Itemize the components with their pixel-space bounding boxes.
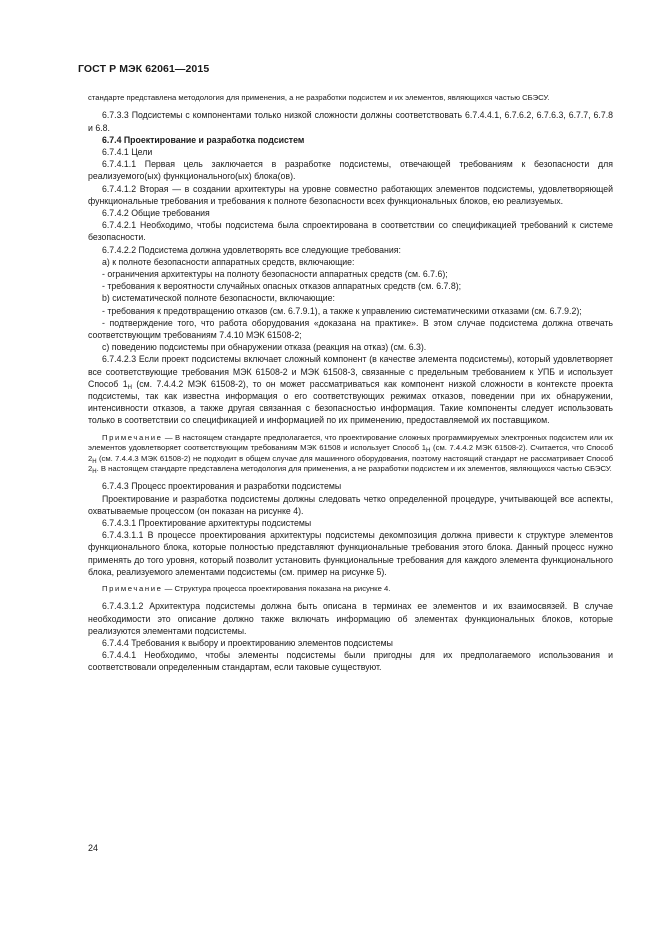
clause-6-7-4-3-1-2: 6.7.4.3.1.2 Архитектура подсистемы должна быть описана в терминах ее элементов и их взаимосвязей. В случае необходимости это описание должно также включать информацию об элементах функциональных блоков, которые реализуются элементами подсистемы. (88, 601, 613, 636)
document-header: ГОСТ Р МЭК 62061—2015 (78, 63, 210, 75)
note-1-text-d: . В настоящем стандарте представлена методология для применения, а не разработки подсистем и их элементов, являющихся частью СБЭСУ. (96, 463, 612, 473)
note-continuation: стандарте представлена методология для применения, а не разработки подсистем и их элементов, являющихся частью СБЭСУ. (88, 93, 550, 102)
note-1-text-c: (см. 7.4.4.3 МЭК 61508-2) не подходит в общем случае для машинного оборудования, поэтому настоящий стандарт не рассматривает Способ 2 (88, 453, 613, 473)
note-1-subscript-3: Н (92, 468, 97, 475)
clause-6-7-4-3-1-1: 6.7.4.3.1.1 В процессе проектирования архитектуры подсистемы декомпозиция должна привести к структуре элементов функционального блока, которые полностью представляют функциональные требования этого блока. Данный процесс нужно применять до того уровня, который позволит установить функциональные требования для каждого элемента функционального блока, реализуемого элементами подсистемы (см. пример на рисунке 5). (88, 530, 613, 577)
clause-6-7-4-1-1: 6.7.4.1.1 Первая цель заключается в разработке подсистемы, отвечающей требованиям к безопасности для реализуемого(ых) функционального(ых) блока(ов). (88, 159, 613, 182)
list-subitem-a2: - требования к вероятности случайных опасных отказов аппаратных средств (см. 6.7.8); (102, 281, 462, 292)
list-subitem-b2: - подтверждение того, что работа оборудования «доказана на практике». В этом случае подсистема должна отвечать соответствующим требованиям 7.4.10 МЭК 61508-2; (88, 317, 613, 341)
clause-6-7-4-3-intro: Проектирование и разработка подсистемы должны следовать четко определенной процедуре, учитывающей все аспекты, охватываемые процессом (он показан на рисунке 4). (88, 493, 613, 516)
note-2-text: — Структура процесса проектирования показана на рисунке 4. (162, 583, 391, 593)
clause-6-7-4-2-1: 6.7.4.2.1 Необходимо, чтобы подсистема была спроектирована в соответствии со спецификацией требований к системе безопасности. (88, 220, 613, 243)
note-1-subscript-1: Н (426, 448, 431, 455)
page-number: 24 (88, 843, 99, 853)
clause-6-7-4-1-2: 6.7.4.1.2 Вторая — в создании архитектуры на уровне совместно работающих элементов подсистемы, удовлетворяющей функциональные требования и требования к полноте безопасности всех функциональных блоков, ею реализуемых. (88, 183, 613, 206)
note-1-text-b: (см. 7.4.4.2 МЭК 61508-2). Считается, что Способ 2 (88, 443, 613, 463)
note-1-subscript-2: Н (92, 458, 97, 465)
page-body (88, 93, 613, 674)
note-1 (88, 433, 613, 475)
list-item-b: b) систематической полноте безопасности, включающие: (102, 293, 335, 304)
clause-6-7-4-2-2: 6.7.4.2.2 Подсистема должна удовлетворять все следующие требования: (102, 244, 401, 255)
heading-6-7-4-3: 6.7.4.3 Процесс проектирования и разработки подсистемы (102, 481, 342, 492)
subscript-h: Н (127, 384, 132, 391)
list-subitem-a1: - ограничения архитектуры на полноту безопасности аппаратных средств (см. 6.7.6); (102, 269, 448, 280)
heading-6-7-4-4: 6.7.4.4 Требования к выбору и проектированию элементов подсистемы (102, 637, 393, 648)
clause-6-7-3-3: 6.7.3.3 Подсистемы с компонентами только низкой сложности должны соответствовать 6.7.4.4.1, 6.7.6.2, 6.7.6.3, 6.7.7, 6.7.8 и 6.8. (88, 110, 613, 133)
section-heading-6-7-4: 6.7.4 Проектирование и разработка подсистем (102, 134, 305, 145)
heading-6-7-4-3-1: 6.7.4.3.1 Проектирование архитектуры подсистемы (102, 517, 312, 528)
note-1-label: Примечание (102, 432, 163, 442)
list-item-a: а) к полноте безопасности аппаратных средств, включающие: (102, 256, 355, 267)
heading-6-7-4-1: 6.7.4.1 Цели (102, 147, 153, 158)
list-item-c: с) поведению подсистемы при обнаружении отказа (реакция на отказ) (см. 6.3). (102, 342, 427, 353)
clause-6-7-4-4-1: 6.7.4.4.1 Необходимо, чтобы элементы подсистемы были пригодны для их предполагаемого использования и соответствовали определенным стандартам, если таковые существуют. (88, 650, 613, 673)
clause-6-7-4-2-3-part2: (см. 7.4.4.2 МЭК 61508-2), то он может рассматриваться как компонент низкой сложности в контексте проекта подсистемы, так как известна информация о его соответствующих режимах отказов, поведении при их обнаружении, интенсивности отказов, а также другая связанная с безопасностью информация. Такие компоненты следует использовать только в соответствии со спецификацией и информацией по их применению, предоставляемой их поставщиком. (88, 378, 613, 426)
list-subitem-b1: - требования к предотвращению отказов (см. 6.7.9.1), а также к управлению систематическими отказами (см. 6.7.9.2); (102, 305, 582, 316)
note-1-text-a: — В настоящем стандарте предполагается, что проектирование сложных программируемых электронных подсистем или их элементов удовлетворяет соответствующим требованиям МЭК 61508 и использует Способ 1 (88, 432, 613, 453)
clause-6-7-4-2-3 (88, 353, 613, 426)
note-2 (88, 584, 613, 594)
note-2-label: Примечание (102, 583, 163, 593)
heading-6-7-4-2: 6.7.4.2 Общие требования (102, 208, 210, 219)
clause-6-7-4-2-3-part1: 6.7.4.2.3 Если проект подсистемы включает сложный компонент (в качестве элемента подсистемы), который удовлетворяет все соответствующие требования МЭК 61508-2 и МЭК 61508-3, связанные с предельным требованием к УПБ и использует Способ 1 (88, 354, 613, 389)
